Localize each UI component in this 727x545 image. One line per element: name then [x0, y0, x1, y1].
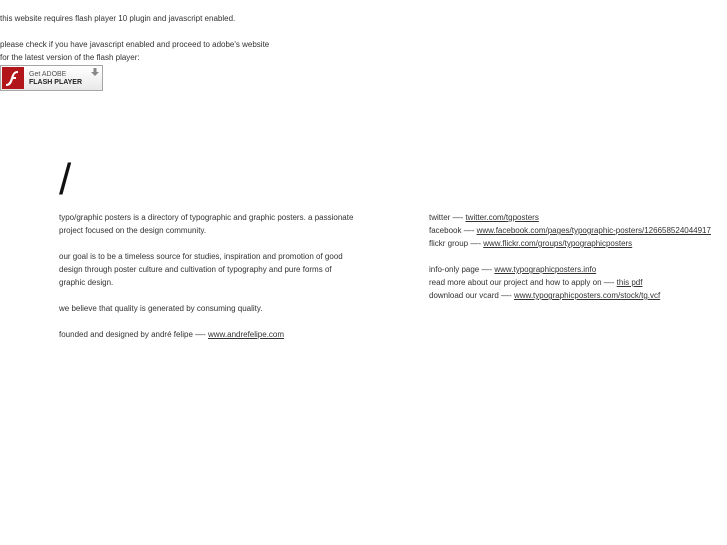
links-column: [429, 211, 727, 302]
twitter-prefix: twitter —-: [429, 213, 466, 222]
notice-line-requirements: this website requires flash player 10 plugin and javascript enabled.: [0, 14, 236, 23]
info-page-link[interactable]: www.typographicposters.info: [494, 265, 597, 274]
flash-notice: [0, 12, 320, 64]
readmore-line: [429, 276, 727, 289]
notice-line-latest: for the latest version of the flash player:: [0, 53, 140, 62]
facebook-prefix: facebook —-: [429, 226, 477, 235]
flickr-line: [429, 237, 727, 250]
paragraph-gap: [59, 289, 369, 302]
twitter-link[interactable]: twitter.com/tgposters: [465, 213, 539, 222]
flash-badge-text: [29, 71, 82, 87]
goal-line-1: our goal is to be a timeless source for studies, inspiration and promotion of good: [59, 252, 343, 261]
goal-line-2: design through poster culture and cultivation of typography and pure forms of: [59, 265, 332, 274]
pdf-link[interactable]: this pdf: [616, 278, 643, 287]
flash-logo-icon: [2, 67, 24, 89]
facebook-line: [429, 224, 727, 237]
logo-slash: /: [59, 155, 72, 204]
intro-line-2: project focused on the design community.: [59, 226, 207, 235]
paragraph-gap: [59, 237, 369, 250]
vcard-prefix: download our vcard —-: [429, 291, 514, 300]
goal-line-3: graphic design.: [59, 278, 114, 287]
flash-badge-line1: Get ADOBE: [29, 71, 67, 78]
intro-line-1: typo/graphic posters is a directory of typographic and graphic posters. a passionate: [59, 213, 354, 222]
paragraph-gap: [429, 250, 727, 263]
notice-line-check: please check if you have javascript enabled and proceed to adobe's website: [0, 40, 270, 49]
belief-line: we believe that quality is generated by consuming quality.: [59, 304, 263, 313]
flickr-link[interactable]: www.flickr.com/groups/typographicposters: [483, 239, 633, 248]
flickr-prefix: flickr group —-: [429, 239, 484, 248]
about-column: [59, 211, 369, 341]
founded-line: [59, 328, 369, 341]
vcard-link[interactable]: www.typographicposters.com/stock/tg.vcf: [513, 291, 661, 300]
andrefelipe-link[interactable]: www.andrefelipe.com: [208, 330, 285, 339]
facebook-link[interactable]: www.facebook.com/pages/typographic-posters/126658524044917: [476, 226, 711, 235]
info-prefix: info-only page —-: [429, 265, 495, 274]
twitter-line: [429, 211, 727, 224]
readmore-prefix: read more about our project and how to apply on —-: [429, 278, 617, 287]
founded-prefix: founded and designed by andré felipe —-: [59, 330, 208, 339]
get-flash-player-button[interactable]: [0, 65, 103, 91]
vcard-line: [429, 289, 727, 302]
flash-badge-line2: FLASH PLAYER: [29, 79, 83, 86]
info-line: [429, 263, 727, 276]
notice-gap: [0, 25, 320, 38]
download-arrow-icon: [91, 68, 99, 76]
paragraph-gap: [59, 315, 369, 328]
